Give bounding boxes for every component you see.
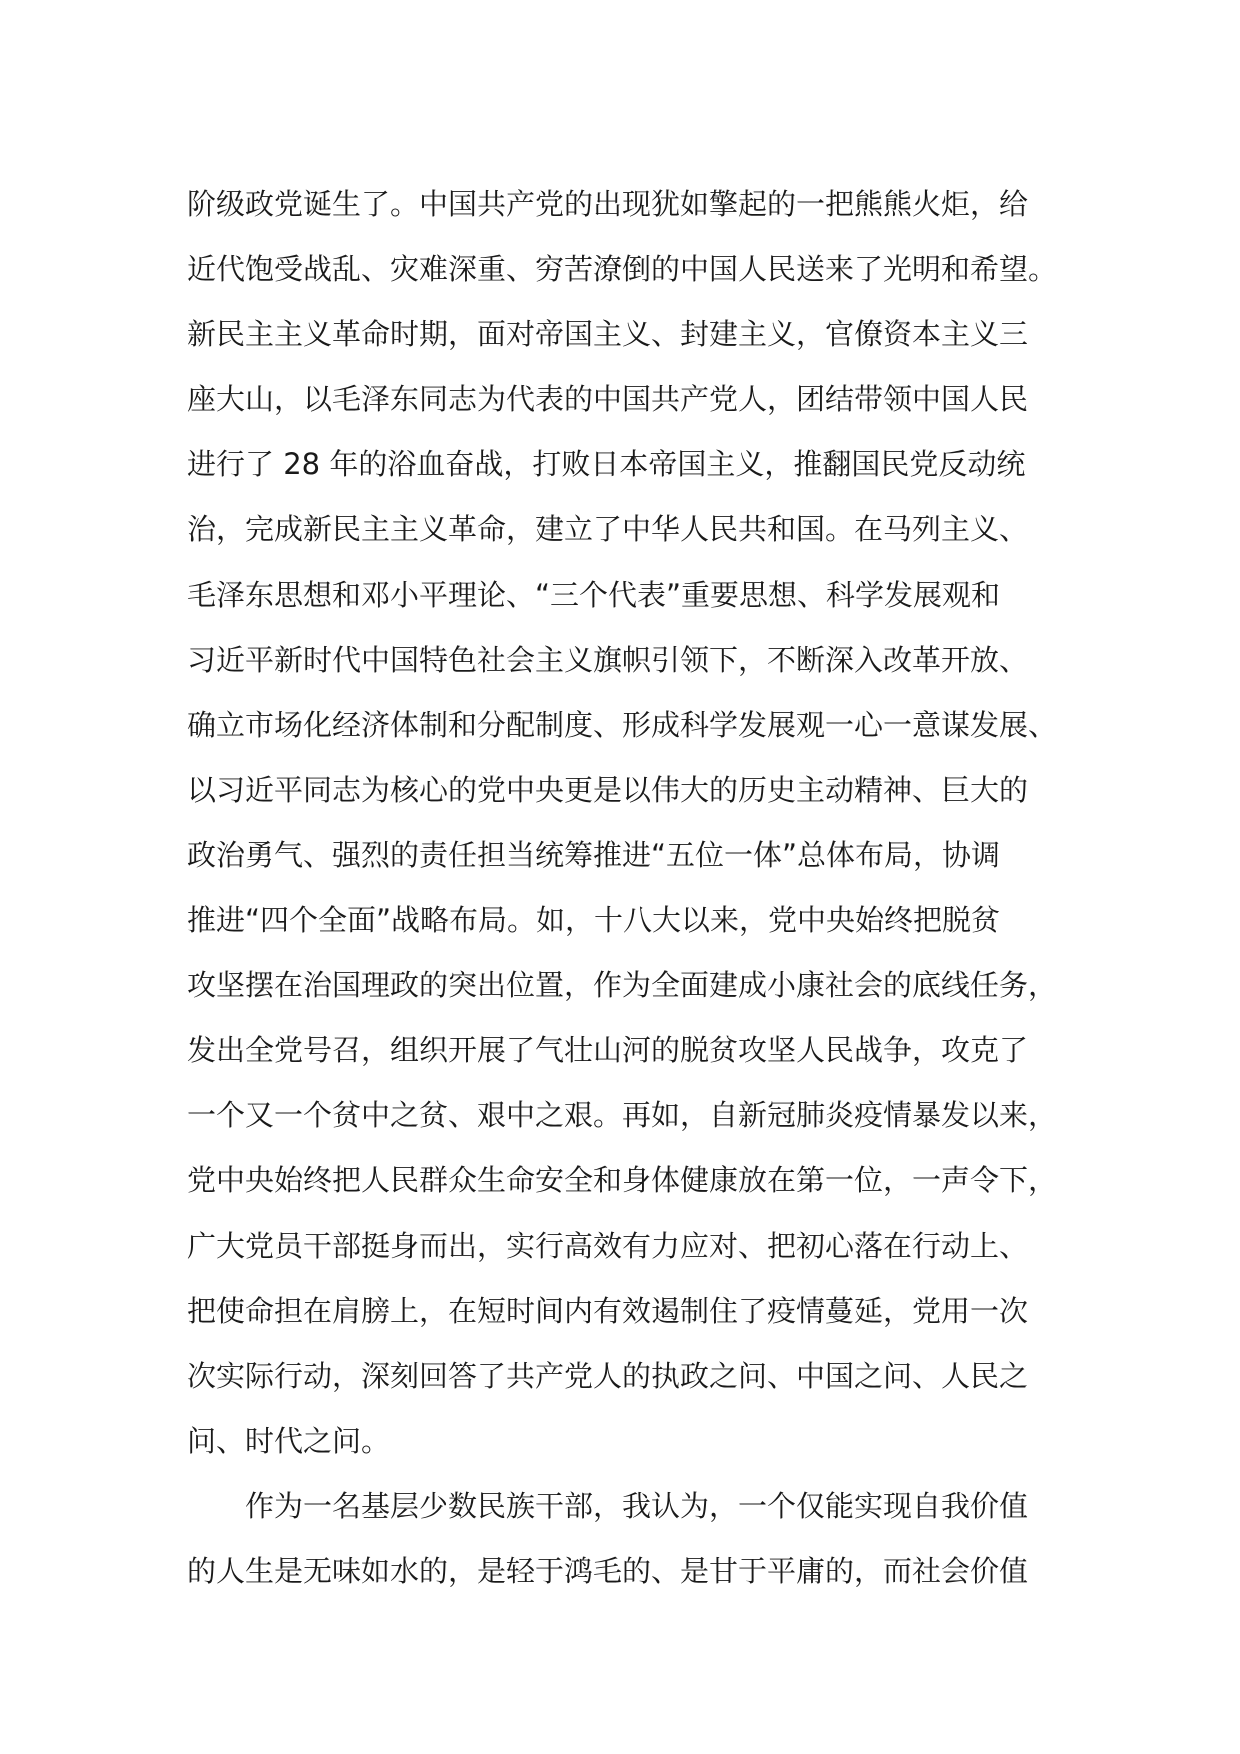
text-line: 习近平新时代中国特色社会主义旗帜引领下，不断深入改革开放、 <box>187 642 1029 677</box>
text-line: 确立市场化经济体制和分配制度、形成科学发展观一心一意谋发展、 <box>187 707 1058 742</box>
text-line: 座大山，以毛泽东同志为代表的中国共产党人，团结带领中国人民 <box>187 382 1029 417</box>
text-line: 广大党员干部挺身而出，实行高效有力应对、把初心落在行动上、 <box>187 1228 1029 1263</box>
text-line: 党中央始终把人民群众生命安全和身体健康放在第一位，一声令下， <box>187 1163 1058 1198</box>
text-line: 发出全党号召，组织开展了气壮山河的脱贫攻坚人民战争，攻克了 <box>187 1033 1029 1068</box>
body-text <box>187 172 1087 1604</box>
text-line: 问、时代之问。 <box>187 1423 391 1458</box>
text-line: 进行了 28 年的浴血奋战，打败日本帝国主义，推翻国民党反动统 <box>187 447 1026 482</box>
text-line: 次实际行动，深刻回答了共产党人的执政之问、中国之问、人民之 <box>187 1358 1029 1393</box>
text-line: 政治勇气、强烈的责任担当统筹推进“五位一体”总体布局，协调 <box>187 837 1001 872</box>
text-line: 阶级政党诞生了。中国共产党的出现犹如擎起的一把熊熊火炬，给 <box>187 187 1029 221</box>
text-line: 的人生是无味如水的，是轻于鸿毛的、是甘于平庸的，而社会价值 <box>187 1553 1029 1588</box>
paragraph-start-line: 作为一名基层少数民族干部，我认为，一个仅能实现自我价值 <box>245 1488 1029 1523</box>
text-line: 把使命担在肩膀上，在短时间内有效遏制住了疫情蔓延，党用一次 <box>187 1293 1029 1328</box>
text-line: 攻坚摆在治国理政的突出位置，作为全面建成小康社会的底线任务， <box>187 968 1058 1003</box>
text-line: 治，完成新民主主义革命，建立了中华人民共和国。在马列主义、 <box>187 512 1029 547</box>
text-line: 推进“四个全面”战略布局。如，十八大以来，党中央始终把脱贫 <box>187 903 1001 938</box>
text-line: 一个又一个贫中之贫、艰中之艰。再如，自新冠肺炎疫情暴发以来， <box>187 1098 1058 1133</box>
text-line: 以习近平同志为核心的党中央更是以伟大的历史主动精神、巨大的 <box>187 772 1029 807</box>
text-line: 近代饱受战乱、灾难深重、穷苦潦倒的中国人民送来了光明和希望。 <box>187 252 1058 287</box>
text-line: 新民主主义革命时期，面对帝国主义、封建主义，官僚资本主义三 <box>187 317 1029 352</box>
text-line: 毛泽东思想和邓小平理论、“三个代表”重要思想、科学发展观和 <box>187 577 1001 612</box>
